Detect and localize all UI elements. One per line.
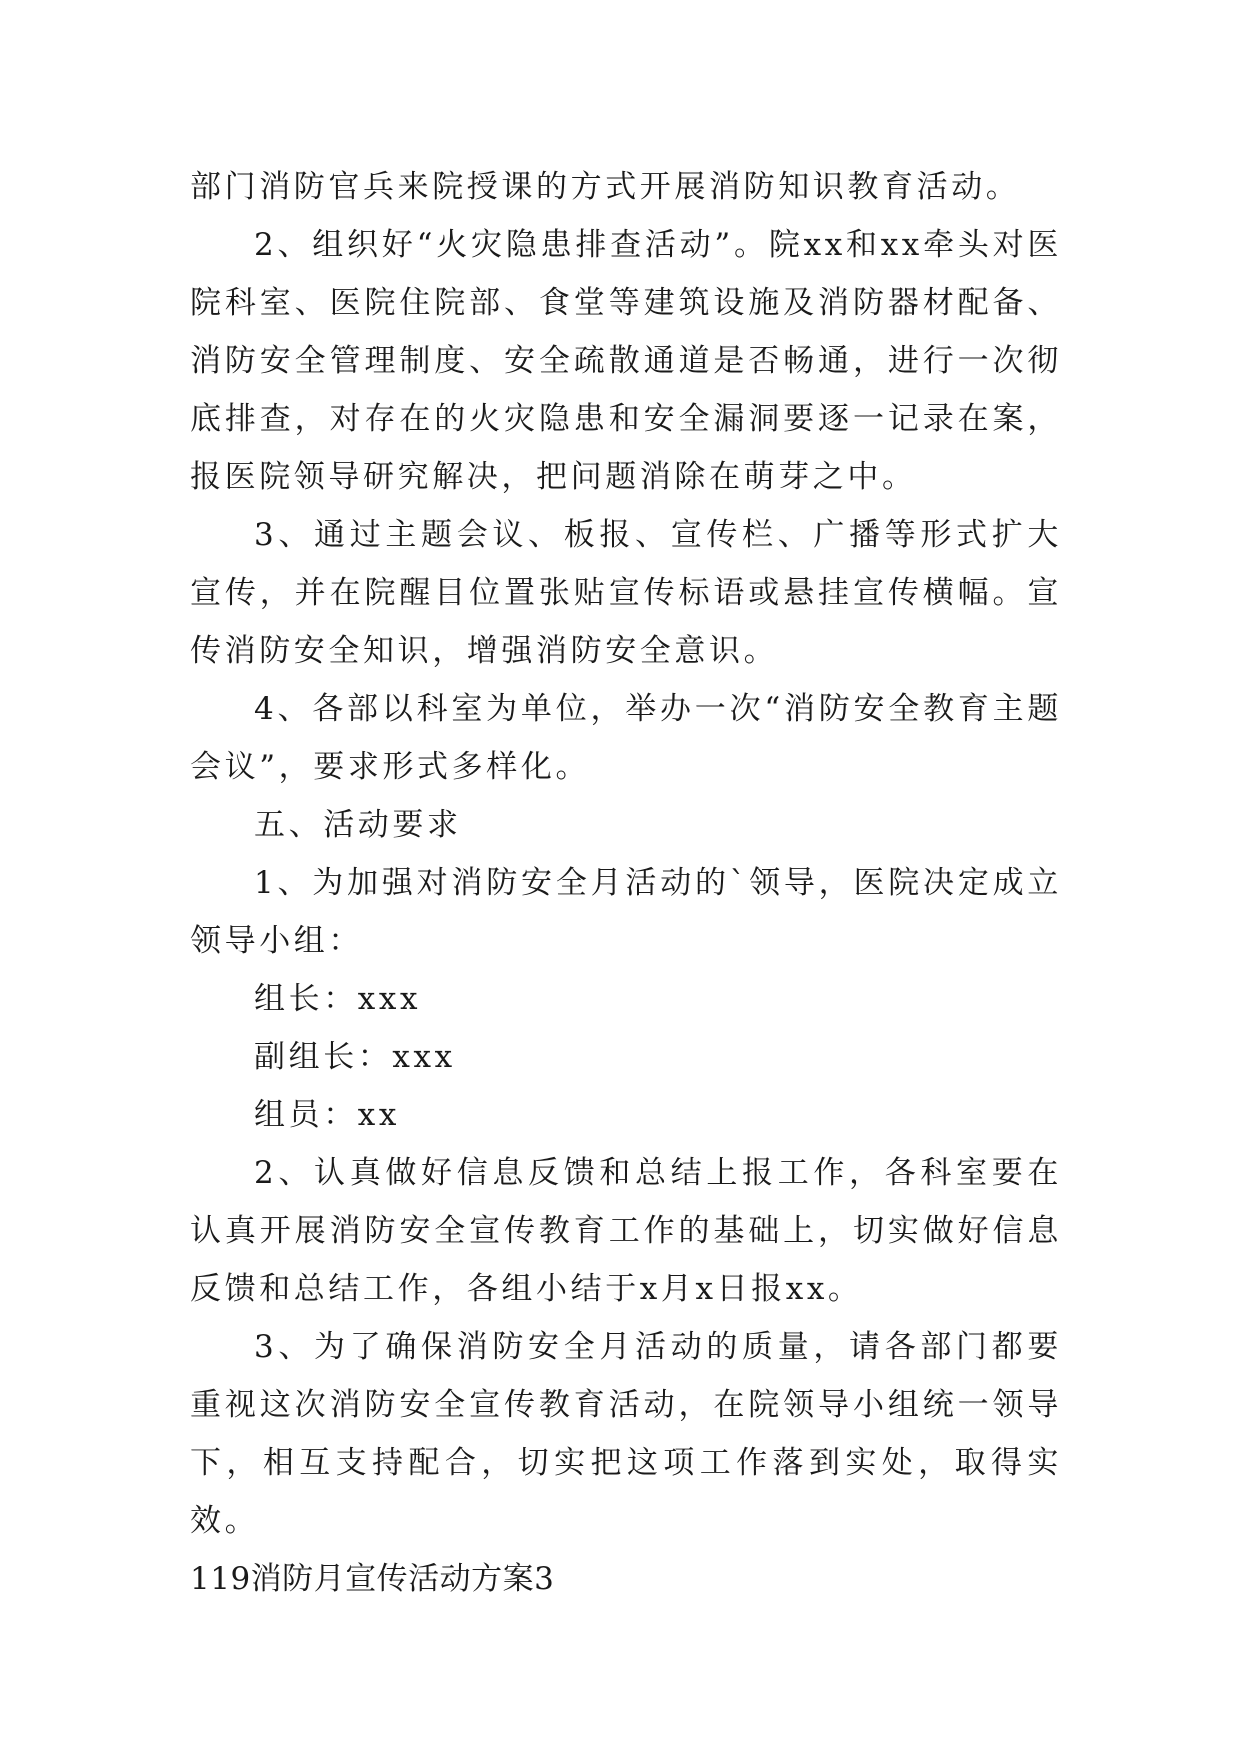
paragraph-continuation: 部门消防官兵来院授课的方式开展消防知识教育活动。 xyxy=(190,169,1021,205)
section-heading-activity-requirements: 五、活动要求 xyxy=(254,807,462,843)
paragraph-requirement-2-feedback: 2、认真做好信息反馈和总结上报工作，各科室要在认真开展消防安全宣传教育工作的基础上，切实做好信息反馈和总结工作，各组小结于x月x日报xx。 xyxy=(190,1155,1062,1307)
paragraph-deputy-group-leader: 副组长：xxx xyxy=(254,1039,456,1075)
paragraph-item-4-theme-meeting: 4、各部以科室为单位，举办一次“消防安全教育主题会议”，要求形式多样化。 xyxy=(190,691,1062,785)
paragraph-item-2-hazard-inspection: 2、组织好“火灾隐患排查活动”。院xx和xx牵头对医院科室、医院住院部、食堂等建筑设施及消防器材配备、消防安全管理制度、安全疏散通道是否畅通，进行一次彻底排查，对存在的火灾隐患和安全漏洞要逐一记录在案，报医院领导研究解决，把问题消除在萌芽之中。 xyxy=(190,227,1062,495)
paragraph-item-3-publicity: 3、通过主题会议、板报、宣传栏、广播等形式扩大宣传，并在院醒目位置张贴宣传标语或悬挂宣传横幅。宣传消防安全知识，增强消防安全意识。 xyxy=(190,517,1062,669)
paragraph-group-members: 组员：xx xyxy=(254,1097,400,1133)
paragraph-requirement-3-quality: 3、为了确保消防安全月活动的质量，请各部门都要重视这次消防安全宣传教育活动，在院领导小组统一领导下，相互支持配合，切实把这项工作落到实处，取得实效。 xyxy=(190,1329,1062,1539)
next-section-title: 119消防月宣传活动方案3 xyxy=(190,1561,555,1597)
paragraph-requirement-1-leadership: 1、为加强对消防安全月活动的`领导，医院决定成立领导小组： xyxy=(190,865,1062,959)
document-body xyxy=(190,158,1062,1608)
paragraph-group-leader: 组长：xxx xyxy=(254,981,422,1017)
